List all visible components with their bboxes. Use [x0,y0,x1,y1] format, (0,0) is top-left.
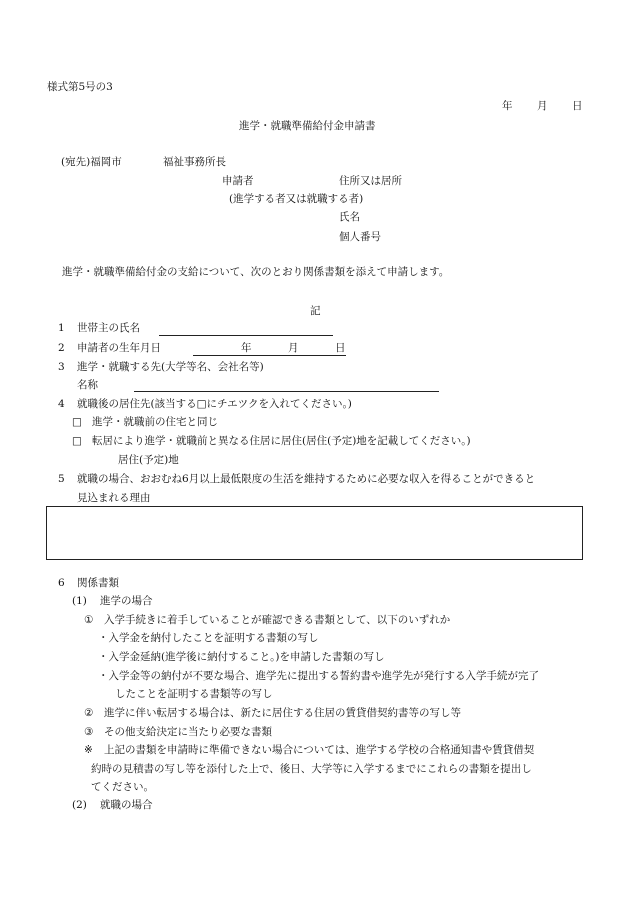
birthdate-line [193,355,346,356]
item-1-label: 世帯主の氏名 [77,322,140,334]
section-2-label: 就職の場合 [100,799,153,811]
note-mark: ※ [84,744,93,756]
checkbox-same-residence[interactable]: □ [72,416,82,428]
item-3-number: 3 [58,361,65,373]
option-same-residence: 進学・就職前の住宅と同じ [92,416,218,428]
income-reason-box[interactable] [46,506,583,560]
circle-2-text: 進学に伴い転居する場合は、新たに居住する住居の賃貸借契約書等の写し等 [104,707,461,719]
destination-name-label: 名称 [77,379,98,391]
birth-year-label: 年 [241,342,252,354]
circle-2: ② [84,707,94,719]
section-1-label: 進学の場合 [100,595,153,607]
date-day-label: 日 [572,100,583,112]
addressee-prefix: (宛先)福岡市 [61,156,122,168]
item-2-label: 申請者の生年月日 [77,342,161,354]
birth-month-label: 月 [288,342,299,354]
name-label: 氏名 [339,211,360,223]
item-4-label: 就職後の居住先(該当する□にチエツクを入れてください。) [77,398,352,410]
planned-residence-label: 居住(予定)地 [118,454,179,466]
date-year-label: 年 [502,100,513,112]
bullet-1: ・入学金を納付したことを証明する書類の写し [98,632,319,644]
item-5-line-1: 就職の場合、おおむね6月以上最低限度の生活を維持するために必要な収入を得ることができると [77,473,536,485]
item-3-label: 進学・就職する先(大学等名、会社名等) [77,361,264,373]
circle-1-text: 入学手続きに着手していることが確認できる書類として、以下のいずれか [104,614,451,626]
ki-heading: 記 [310,305,321,317]
addressee-office: 福祉事務所長 [163,156,226,168]
destination-name-line [134,391,439,392]
item-1-number: 1 [58,322,65,334]
circle-3-text: その他支給決定に当たり必要な書類 [104,726,272,738]
circle-3: ③ [84,726,94,738]
householder-name-line [159,335,333,336]
bullet-2: ・入学金延納(進学後に納付すること。)を申請した書類の写し [98,651,385,663]
item-4-number: 4 [58,398,65,410]
bullet-3-line-2: したことを証明する書類等の写し [115,688,273,700]
item-5-number: 5 [58,473,65,485]
intro-text: 進学・就職準備給付金の支給について、次のとおり関係書類を添えて申請します。 [62,266,450,278]
checkbox-moved-residence[interactable]: □ [72,435,82,447]
bullet-3-line-1: ・入学金等の納付が不要な場合、進学先に提出する誓約書や進学先が発行する入学手続が完了 [98,670,539,682]
applicant-label: 申請者 [222,175,254,187]
address-label: 住所又は居所 [339,175,402,187]
note-line-2: 約時の見積書の写し等を添付した上で、後日、大学等に入学するまでにこれらの書類を提出し [91,763,532,775]
form-number: 様式第5号の3 [47,81,113,93]
individual-number-label: 個人番号 [339,231,381,243]
applicant-sub-label: (進学する者又は就職する者) [229,193,364,205]
option-moved-residence: 転居により進学・就職前と異なる住居に居住(居住(予定)地を記載してください。) [92,435,471,447]
note-line-3: てください。 [91,781,154,793]
circle-1: ① [84,614,94,626]
item-6-label: 関係書類 [77,577,119,589]
item-5-line-2: 見込まれる理由 [77,492,151,504]
document-title: 進学・就職準備給付金申請書 [239,120,376,132]
date-month-label: 月 [537,100,548,112]
section-1-number: (1) [72,595,87,607]
item-6-number: 6 [58,577,65,589]
note-line-1: 上記の書類を申請時に準備できない場合については、進学する学校の合格通知書や賃貸借契 [104,744,535,756]
section-2-number: (2) [72,799,87,811]
item-2-number: 2 [58,342,65,354]
birth-day-label: 日 [335,342,346,354]
